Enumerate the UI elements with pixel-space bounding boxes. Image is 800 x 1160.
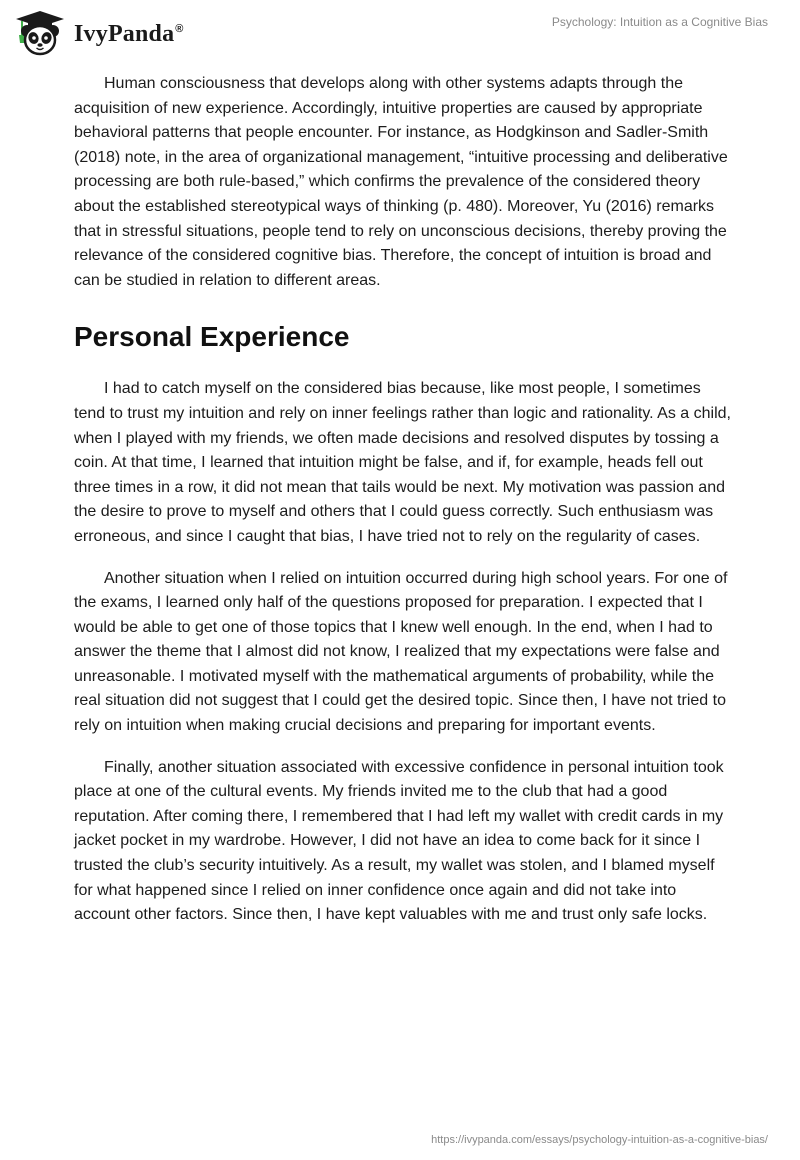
ivypanda-logo[interactable] xyxy=(14,8,184,58)
logo-wordmark-text: IvyPanda xyxy=(74,20,175,47)
paragraph-4: Finally, another situation associated with excessive confidence in personal intuition took place at one of the cultural events. My friends invited me to the club that had a good reputation. After coming there, I remembered that I had left my wallet with credit cards in my jacket pocket in my wardrobe. However, I did not have an idea to come back for it since I trusted the club’s security intuitively. As a result, my wallet was stolen, and I blamed myself for what happened since I relied on inner confidence once again and did not take into account other factors. Since then, I have kept valuables with me and trust only safe locks. xyxy=(74,758,724,924)
document-body xyxy=(74,72,732,945)
panda-graduate-icon xyxy=(14,9,66,57)
paragraph-2: I had to catch myself on the considered bias because, like most people, I sometimes tend to trust my intuition and rely on inner feelings rather than logic and rationality. As a child, when I played with my friends, we often made decisions and resolved disputes by tossing a coin. At that time, I learned that intuition might be false, and if, for example, heads fell out three times in a row, it did not mean that tails would be next. My motivation was passion and the desire to prove to myself and others that I could guess correctly. Such enthusiasm was erroneous, and since I caught that bias, I have tried not to rely on the regularity of cases. xyxy=(74,380,731,545)
logo-wordmark xyxy=(74,21,184,48)
running-title: Psychology: Intuition as a Cognitive Bias xyxy=(551,15,768,29)
registered-mark: ® xyxy=(175,22,184,35)
paragraph-3: Another situation when I relied on intuition occurred during high school years. For one of the exams, I learned only half of the questions proposed for preparation. I expected that I would be able to get one of those topics that I knew well enough. In the end, when I had to answer the theme that I almost did not know, I realized that my expectations were false and unreasonable. I motivated myself with the mathematical arguments of probability, while the real situation did not suggest that I could get the desired topic. Since then, I have not tried to rely on intuition when making crucial decisions and preparing for important events. xyxy=(74,569,728,735)
paragraph-1: Human consciousness that develops along with other systems adapts through the acquisition of new experience. Accordingly, intuitive properties are caused by appropriate behavioral patterns that people encounter. For instance, as Hodgkinson and Sadler-Smith (2018) note, in the area of organizational management, “intuitive processing and deliberative processing are both rule-based,” which confirms the prevalence of the considered theory about the established stereotypical ways of thinking (p. 480). Moreover, Yu (2016) remarks that in stressful situations, people tend to rely on unconscious decisions, thereby proving the relevance of the considered cognitive bias. Therefore, the concept of intuition is broad and can be studied in relation to different areas. xyxy=(74,75,728,289)
section-heading: Personal Experience xyxy=(74,321,350,353)
source-url[interactable]: https://ivypanda.com/essays/psychology-intuition-as-a-cognitive-bias/ xyxy=(431,1134,768,1146)
page-header xyxy=(0,0,800,70)
